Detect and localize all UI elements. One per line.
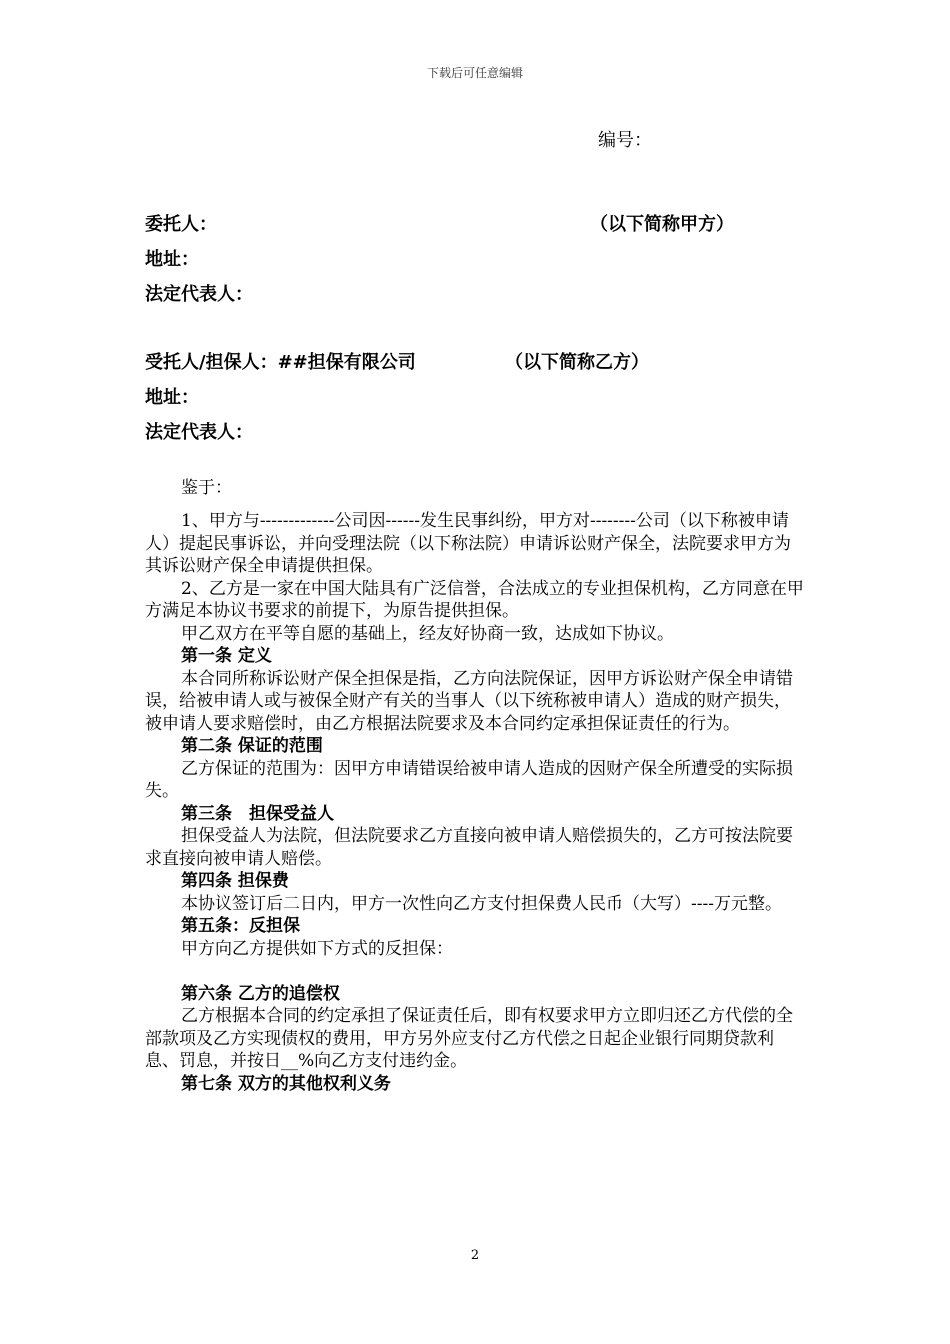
article-heading: 第二条 保证的范围 <box>181 736 323 756</box>
whereas-label <box>145 477 805 500</box>
whereas-text: 鉴于： <box>181 478 232 498</box>
article-heading: 第六条 乙方的追偿权 <box>181 983 340 1004</box>
paragraph <box>145 893 805 916</box>
agreement-body <box>145 510 805 1095</box>
paragraph: 乙方保证的范围为：因甲方申请错误给被申请人造成的因财产保全所遭受的实际损失。 <box>145 758 793 801</box>
article-heading: 第一条 定义 <box>181 646 272 666</box>
header-note: 下载后可任意编辑 <box>426 66 523 80</box>
party-b-label: 受托人/担保人：##担保有限公司 <box>145 352 416 373</box>
article-heading: 第七条 双方的其他权利义务 <box>181 1073 391 1094</box>
serial-number-label: 编号： <box>598 130 652 151</box>
article-heading: 第五条：反担保 <box>181 916 300 936</box>
party-a-address: 地址： <box>145 249 199 270</box>
paragraph-segment-pre: 本协议签订后 <box>181 893 283 914</box>
paragraph: 甲方向乙方提供如下方式的反担保： <box>181 938 453 959</box>
page-number: 2 <box>470 1248 480 1263</box>
party-a-alias: （以下简称甲方） <box>590 214 734 235</box>
paragraph-segment-blue: 二 <box>283 893 300 914</box>
paragraph: 本合同所称诉讼财产保全担保是指，乙方向法院保证，因甲方诉讼财产保全申请错误，给被申请人或与被保全财产有关的当事人（以下统称被申请人）造成的财产损失，被申请人要求赔偿时，由乙方根据法院要求及本合同约定承担保证责任的行为。 <box>145 668 793 734</box>
paragraph: 2、乙方是一家在中国大陆具有广泛信誉，合法成立的专业担保机构，乙方同意在甲方满足本协议书要求的前提下，为原告提供担保。 <box>145 578 804 621</box>
party-b-legal-rep: 法定代表人： <box>145 422 253 443</box>
article-heading: 第三条 担保受益人 <box>181 803 334 824</box>
paragraph: 乙方根据本合同的约定承担了保证责任后，即有权要求甲方立即归还乙方代偿的全部款项及乙方实现债权的费用，甲方另外应支付乙方代偿之日起企业银行同期贷款利息、罚息，并按日__%向乙方支付违约金。 <box>145 1006 793 1071</box>
paragraph-segment-post: 日内，甲方一次性向乙方支付担保费人民币（大写）----万元整。 <box>300 893 782 914</box>
party-b-alias: （以下简称乙方） <box>505 352 649 373</box>
paragraph: 1、甲方与-------------公司因------发生民事纠纷，甲方对--------公司（以下称被申请人）提起民事诉讼，并向受理法院（以下称法院）申请诉讼财产保全，法院要求甲方为其诉讼财产保全申请提供担保。 <box>145 511 791 576</box>
article-heading: 第四条 担保费 <box>181 871 289 891</box>
party-a-label: 委托人： <box>145 214 217 235</box>
blank-line <box>145 960 805 983</box>
paragraph: 甲乙双方在平等自愿的基础上，经友好协商一致，达成如下协议。 <box>181 623 674 644</box>
paragraph: 担保受益人为法院，但法院要求乙方直接向被申请人赔偿损失的，乙方可按法院要求直接向被申请人赔偿。 <box>145 826 793 869</box>
party-b-address: 地址： <box>145 387 199 408</box>
party-a-legal-rep: 法定代表人： <box>145 284 253 305</box>
